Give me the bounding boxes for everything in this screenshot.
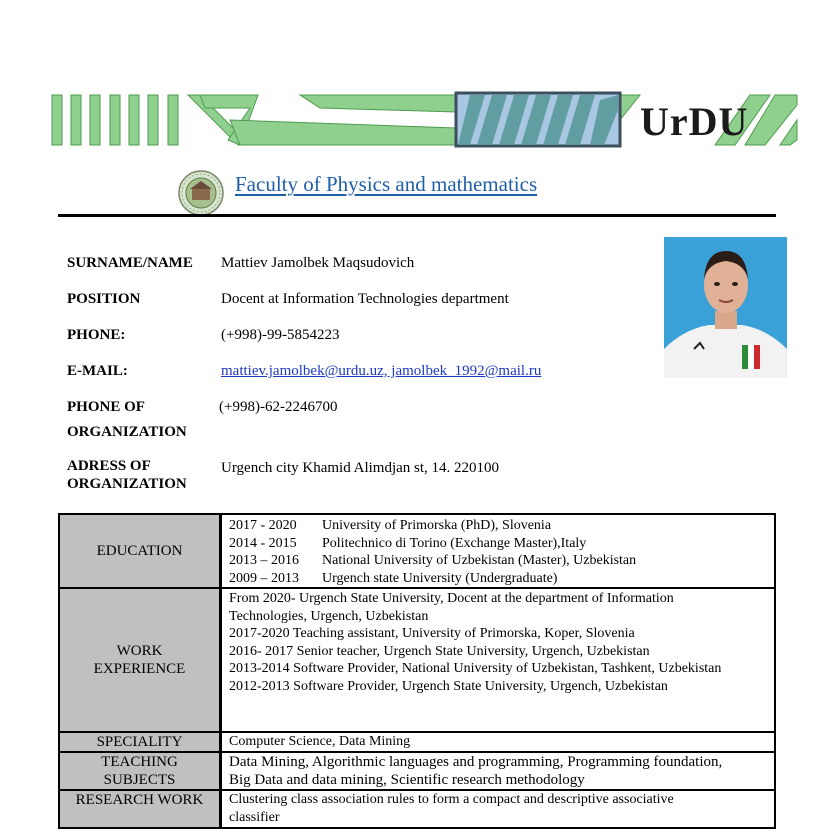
address-label-line1: ADRESS OF [67, 458, 151, 474]
education-row [59, 514, 775, 588]
teaching-row [59, 752, 775, 790]
teaching-line2: Big Data and data mining, Scientific research methodology [229, 772, 585, 788]
work-line: From 2020- Urgench State University, Docent at the department of Information [229, 591, 674, 606]
education-entry [229, 570, 774, 588]
surname-value: Mattiev Jamolbek Maqsudovich [221, 255, 415, 271]
phone-label: PHONE: [67, 327, 126, 343]
education-text: Urgench state University (Undergraduate) [322, 570, 558, 586]
education-years: 2013 – 2016 [229, 553, 299, 568]
work-row [59, 588, 775, 732]
education-text: Politechnico di Torino (Exchange Master),Italy [322, 535, 587, 551]
faculty-link[interactable]: Faculty of Physics and mathematics [235, 172, 538, 196]
work-cell [221, 588, 776, 732]
surname-label: SURNAME/NAME [67, 255, 193, 271]
education-label: EDUCATION [59, 514, 221, 588]
work-line: 2016- 2017 Senior teacher, Urgench State University, Urgench, Uzbekistan [229, 643, 650, 659]
work-label [59, 588, 221, 732]
position-label: POSITION [67, 291, 141, 307]
address-label-line2: ORGANIZATION [67, 476, 187, 492]
email-link[interactable]: mattiev.jamolbek@urdu.uz, jamolbek_1992@mail.ru [221, 363, 542, 379]
research-label: RESEARCH WORK [59, 790, 221, 828]
email-label: E-MAIL: [67, 363, 128, 379]
education-years: 2014 - 2015 [229, 535, 297, 551]
speciality-value: Computer Science, Data Mining [221, 732, 776, 752]
education-entry [229, 552, 774, 570]
research-line1: Clustering class association rules to form a compact and descriptive associative [229, 792, 674, 807]
work-label-line2: EXPERIENCE [93, 661, 186, 677]
header-divider [58, 214, 776, 217]
work-line: 2012-2013 Software Provider, Urgench State University, Urgench, Uzbekistan [229, 678, 668, 694]
teaching-label-line2: SUBJECTS [103, 772, 176, 788]
education-years: 2017 - 2020 [229, 518, 297, 533]
education-years: 2009 – 2013 [229, 570, 299, 586]
education-cell [221, 514, 776, 588]
university-seal-icon [178, 170, 224, 216]
research-line2: classifier [229, 810, 280, 825]
teaching-label-line1: TEACHING [101, 754, 178, 770]
address-value: Urgench city Khamid Alimdjan st, 14. 220100 [221, 460, 500, 476]
cv-table [58, 513, 776, 829]
education-text: University of Primorska (PhD), Slovenia [322, 518, 552, 533]
work-line: Technologies, Urgench, Uzbekistan [229, 608, 429, 624]
education-text: National University of Uzbekistan (Master), Uzbekistan [322, 553, 637, 568]
teaching-label [59, 752, 221, 790]
teaching-cell [221, 752, 776, 790]
org-phone-label-line2: ORGANIZATION [67, 424, 187, 440]
university-logo-text: UrDU [640, 99, 749, 144]
phone-value: (+998)-99-5854223 [221, 327, 340, 343]
research-row [59, 790, 775, 828]
education-entry [229, 535, 774, 553]
speciality-row [59, 732, 775, 752]
org-phone-value: (+998)-62-2246700 [219, 399, 338, 415]
profile-photo [664, 237, 787, 378]
teaching-line1: Data Mining, Algorithmic languages and programming, Programming foundation, [229, 754, 723, 770]
work-line: 2017-2020 Teaching assistant, University of Primorska, Koper, Slovenia [229, 626, 635, 641]
speciality-label: SPECIALITY [59, 732, 221, 752]
org-phone-label-line1: PHONE OF [67, 399, 145, 415]
education-entry [229, 517, 774, 535]
research-cell [221, 790, 776, 828]
position-value: Docent at Information Technologies department [221, 291, 509, 307]
work-line: 2013-2014 Software Provider, National University of Uzbekistan, Tashkent, Uzbekistan [229, 661, 722, 676]
work-label-line1: WORK [116, 643, 163, 659]
work-spacer [229, 695, 774, 731]
